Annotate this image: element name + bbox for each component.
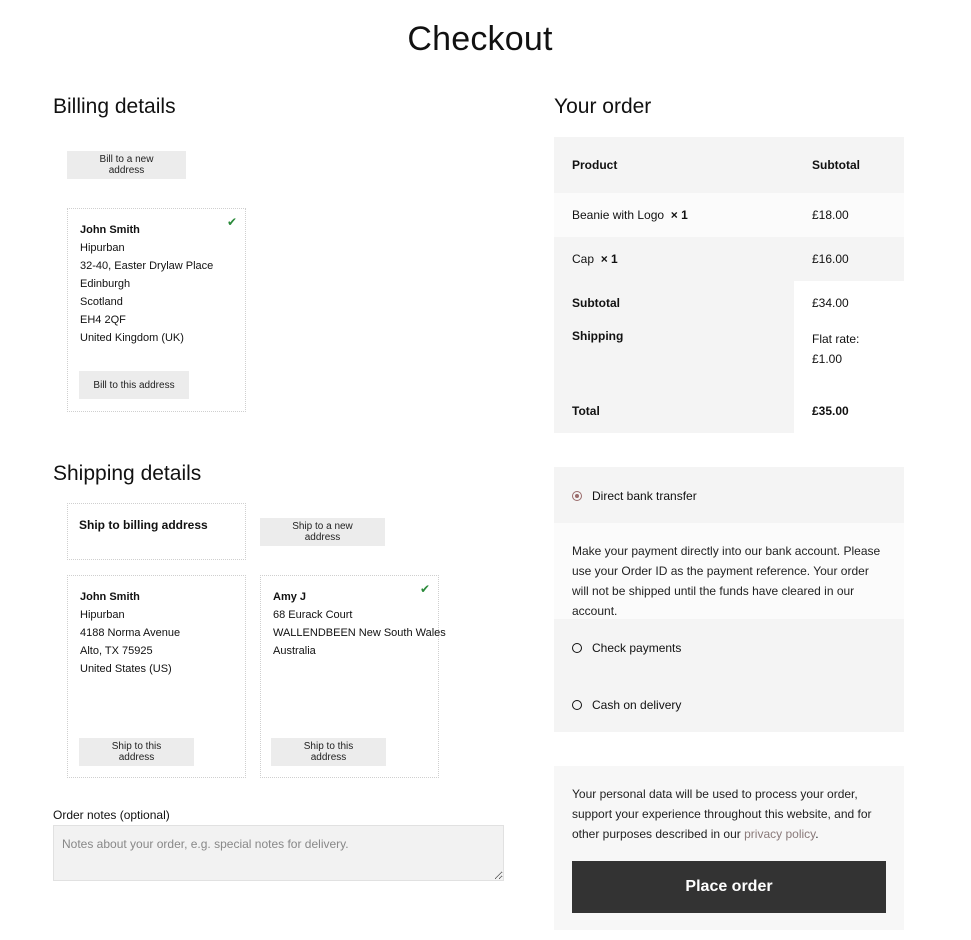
subtotal-value: £34.00 [812, 296, 849, 310]
product-qty: × 1 [670, 208, 688, 222]
total-label: Total [572, 404, 600, 418]
radio-icon[interactable] [572, 643, 582, 653]
payment-method-label: Cash on delivery [592, 698, 682, 712]
shipping-value: Flat rate: £1.00 [812, 332, 860, 366]
table-row [554, 193, 904, 237]
subtotal-label: Subtotal [572, 296, 620, 310]
subtotal-row [554, 281, 794, 325]
table-row [554, 237, 904, 281]
address-line: Scotland [80, 296, 123, 308]
page-title: Checkout [407, 20, 553, 58]
address-lines [80, 588, 180, 678]
shipping-row [554, 325, 794, 389]
order-heading: Your order [554, 95, 652, 118]
address-line: Alto, TX 75925 [80, 645, 153, 657]
payment-method-bacs[interactable] [572, 489, 697, 503]
privacy-section [554, 766, 904, 930]
address-line: Australia [273, 645, 316, 657]
total-row [554, 389, 794, 433]
bill-to-this-address-button[interactable]: Bill to this address [79, 371, 189, 399]
address-line: Edinburgh [80, 278, 131, 290]
payment-method-cod[interactable] [572, 698, 681, 712]
ship-to-billing-label: Ship to billing address [79, 518, 208, 532]
place-order-button[interactable]: Place order [572, 861, 886, 913]
radio-icon[interactable] [572, 491, 582, 501]
address-line: WALLENDBEEN New South Wales [273, 627, 446, 639]
product-price: £18.00 [812, 208, 849, 222]
shipping-address-card[interactable] [260, 575, 446, 778]
address-line: Hipurban [80, 242, 125, 254]
privacy-policy-link[interactable]: privacy policy [744, 827, 816, 841]
product-price: £16.00 [812, 252, 849, 266]
payment-method-label: Check payments [592, 641, 682, 655]
product-name: Cap × 1 [572, 252, 618, 266]
payment-methods [554, 467, 904, 732]
product-qty: × 1 [600, 252, 618, 266]
column-header-subtotal: Subtotal [812, 158, 860, 172]
order-notes-label: Order notes (optional) [53, 808, 170, 822]
column-header-product: Product [572, 158, 618, 172]
privacy-text: Your personal data will be used to process your order, support your experience throughout this website, and for other purposes described in our privacy policy. [572, 787, 872, 841]
address-lines [273, 588, 446, 660]
product-name: Beanie with Logo × 1 [572, 208, 688, 222]
address-line: Hipurban [80, 609, 125, 621]
address-lines [80, 221, 213, 347]
ship-to-this-address-button[interactable]: Ship to this address [79, 738, 194, 766]
address-line: EH4 2QF [80, 314, 126, 326]
ship-to-billing-card[interactable] [67, 503, 246, 560]
address-name: John Smith [80, 591, 140, 603]
check-icon: ✔ [419, 582, 430, 596]
check-icon: ✔ [226, 215, 237, 229]
order-review-table [554, 137, 904, 433]
order-notes-field[interactable] [53, 825, 504, 881]
shipping-label: Shipping [572, 329, 624, 343]
address-line: United States (US) [80, 663, 172, 675]
radio-icon[interactable] [572, 700, 582, 710]
address-line: 4188 Norma Avenue [80, 627, 181, 639]
address-line: 68 Eurack Court [273, 609, 353, 621]
payment-method-label: Direct bank transfer [592, 489, 697, 503]
bill-to-new-address-button[interactable]: Bill to a new address [67, 151, 186, 179]
ship-to-new-address-button[interactable]: Ship to a new address [260, 518, 385, 546]
billing-address-card[interactable] [67, 208, 246, 412]
shipping-heading: Shipping details [53, 462, 202, 485]
address-line: 32-40, Easter Drylaw Place [80, 260, 214, 272]
billing-heading: Billing details [53, 95, 176, 118]
shipping-address-card[interactable] [67, 575, 246, 778]
address-name: Amy J [273, 591, 307, 603]
payment-method-cheque[interactable] [572, 641, 681, 655]
ship-to-this-address-button[interactable]: Ship to this address [271, 738, 386, 766]
address-line: United Kingdom (UK) [80, 332, 184, 344]
payment-description: Make your payment directly into our bank account. Please use your Order ID as the payment reference. Your order will not be shipped until the funds have cleared in our account. [554, 523, 904, 619]
address-name: John Smith [80, 224, 140, 236]
order-table-header [554, 137, 904, 193]
total-value: £35.00 [812, 404, 849, 418]
